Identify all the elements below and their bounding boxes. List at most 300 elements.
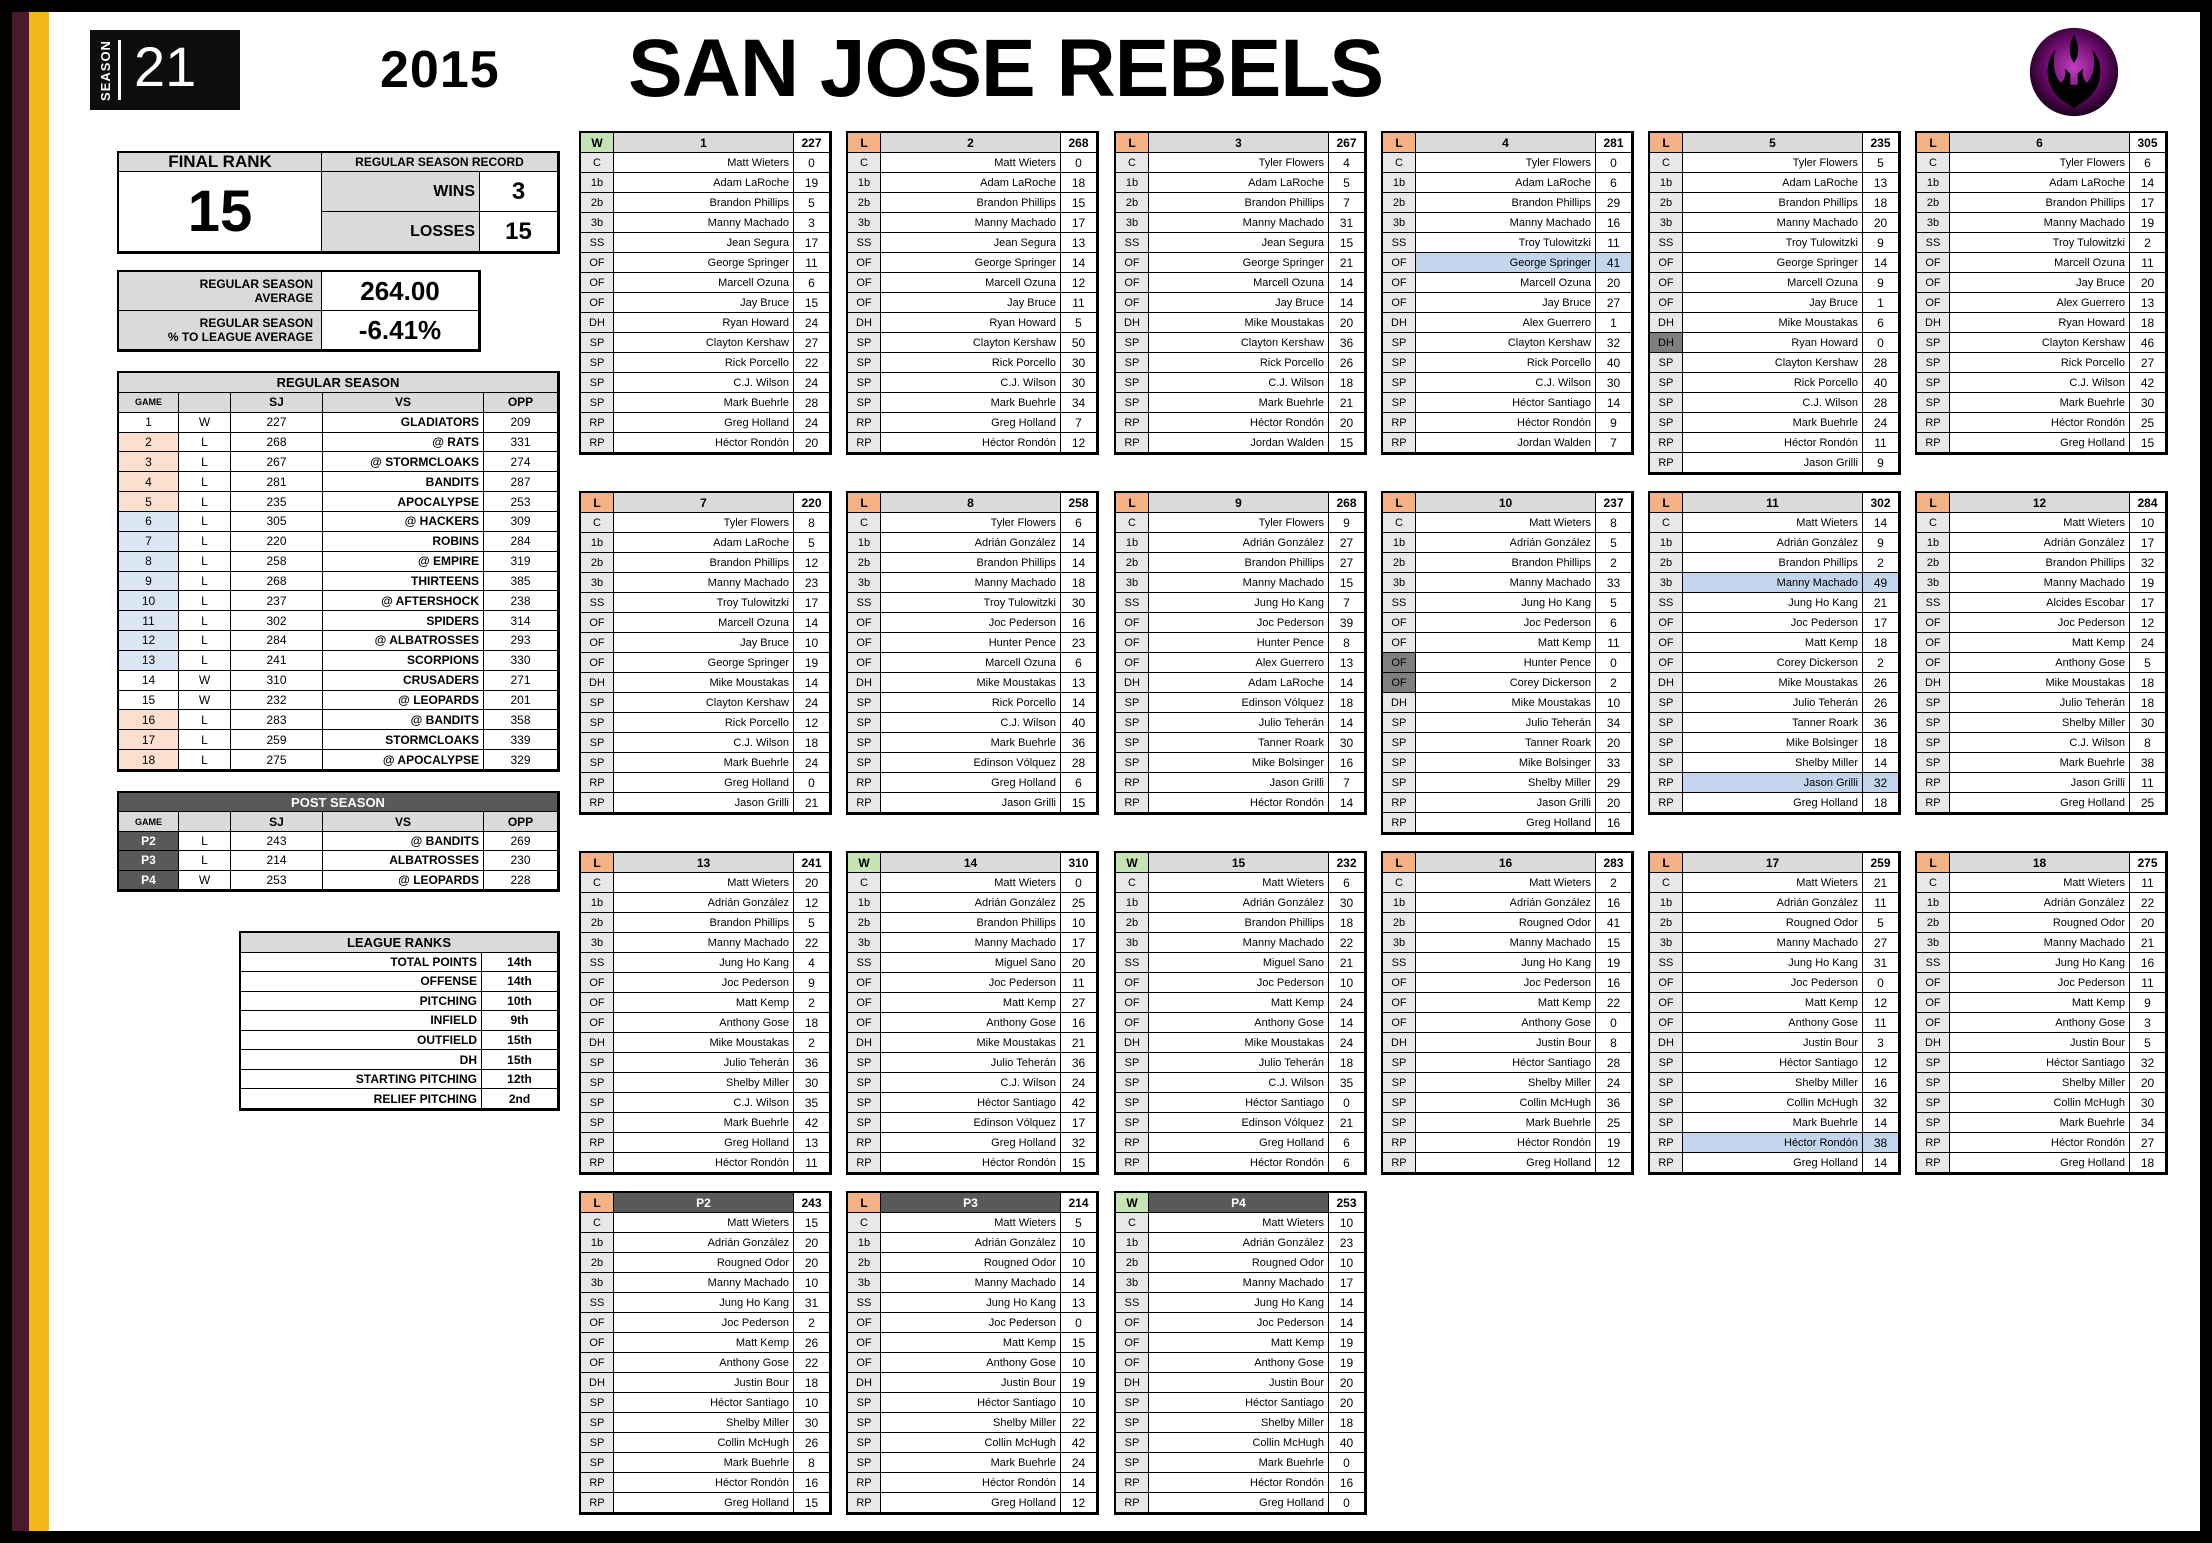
player-score: 0 xyxy=(1061,873,1097,893)
player-score: 30 xyxy=(1596,373,1632,393)
opp-score: 331 xyxy=(484,433,558,453)
player-name: Adrián González xyxy=(1416,533,1596,553)
player-score: 5 xyxy=(1596,533,1632,553)
player-name: Matt Wieters xyxy=(1950,513,2130,533)
game-result-badge: L xyxy=(581,493,614,513)
game-number: 11 xyxy=(119,611,179,631)
sj-score: 241 xyxy=(231,651,323,671)
player-name: Matt Kemp xyxy=(1416,993,1596,1013)
player-name: Anthony Gose xyxy=(1683,1013,1863,1033)
game-label: 13 xyxy=(614,853,794,873)
position: RP xyxy=(1917,1153,1950,1173)
player-score: 0 xyxy=(1061,1313,1097,1333)
player-name: Greg Holland xyxy=(1416,1153,1596,1173)
position: SP xyxy=(1917,733,1950,753)
position: SP xyxy=(1650,733,1683,753)
player-score: 22 xyxy=(794,1353,830,1373)
player-score: 30 xyxy=(2130,393,2166,413)
player-name: Manny Machado xyxy=(881,213,1061,233)
player-name: Adrián González xyxy=(1683,533,1863,553)
position: RP xyxy=(848,1473,881,1493)
player-score: 28 xyxy=(1863,393,1899,413)
player-name: Matt Wieters xyxy=(881,873,1061,893)
position: OF xyxy=(1116,1333,1149,1353)
position: 1b xyxy=(848,533,881,553)
player-name: Mark Buehrle xyxy=(1950,753,2130,773)
player-score: 14 xyxy=(1061,553,1097,573)
player-name: Greg Holland xyxy=(1950,1153,2130,1173)
position: 2b xyxy=(1650,913,1683,933)
position: DH xyxy=(1116,673,1149,693)
player-score: 19 xyxy=(794,173,830,193)
player-name: Edinson Vólquez xyxy=(1149,693,1329,713)
player-score: 27 xyxy=(2130,353,2166,373)
opponent: SCORPIONS xyxy=(323,651,484,671)
player-name: Justin Bour xyxy=(1683,1033,1863,1053)
opp-score: 287 xyxy=(484,472,558,492)
position: OF xyxy=(848,973,881,993)
player-score: 11 xyxy=(1596,633,1632,653)
position: SP xyxy=(1116,693,1149,713)
game-result: L xyxy=(179,492,231,512)
player-name: Brandon Phillips xyxy=(881,193,1061,213)
player-name: Adam LaRoche xyxy=(614,533,794,553)
position: SP xyxy=(581,713,614,733)
game-result-badge: W xyxy=(1116,1193,1149,1213)
game-result-badge: L xyxy=(581,1193,614,1213)
player-score: 9 xyxy=(1863,453,1899,473)
player-score: 14 xyxy=(1329,1313,1365,1333)
player-score: 32 xyxy=(1863,773,1899,793)
player-name: Manny Machado xyxy=(614,213,794,233)
position: DH xyxy=(1116,1373,1149,1393)
position: RP xyxy=(581,773,614,793)
opponent: ROBINS xyxy=(323,532,484,552)
player-name: Anthony Gose xyxy=(881,1013,1061,1033)
player-name: Joc Pederson xyxy=(1950,973,2130,993)
position: OF xyxy=(1383,673,1416,693)
player-score: 16 xyxy=(1596,813,1632,833)
player-score: 24 xyxy=(1061,1453,1097,1473)
opponent: APOCALYPSE xyxy=(323,492,484,512)
game-result: L xyxy=(179,651,231,671)
season-number: 21 xyxy=(134,35,197,98)
player-score: 8 xyxy=(1329,633,1365,653)
player-score: 30 xyxy=(1061,353,1097,373)
final-rank-label: FINAL RANK xyxy=(119,153,322,172)
player-score: 10 xyxy=(1061,1253,1097,1273)
player-score: 24 xyxy=(2130,633,2166,653)
player-name: Hunter Pence xyxy=(881,633,1061,653)
position: OF xyxy=(1116,273,1149,293)
player-name: Matt Wieters xyxy=(1149,1213,1329,1233)
player-score: 8 xyxy=(1596,1033,1632,1053)
player-name: Tanner Roark xyxy=(1149,733,1329,753)
player-score: 32 xyxy=(2130,1053,2166,1073)
player-name: Mark Buehrle xyxy=(1149,393,1329,413)
position: 2b xyxy=(848,913,881,933)
position: 3b xyxy=(1650,213,1683,233)
player-name: Clayton Kershaw xyxy=(1950,333,2130,353)
player-score: 26 xyxy=(1863,673,1899,693)
player-score: 16 xyxy=(1596,973,1632,993)
player-name: Mark Buehrle xyxy=(1950,1113,2130,1133)
position: SS xyxy=(1116,233,1149,253)
player-name: C.J. Wilson xyxy=(1950,733,2130,753)
player-score: 2 xyxy=(1863,653,1899,673)
player-name: Marcell Ozuna xyxy=(1416,273,1596,293)
rank-value: 12th xyxy=(482,1070,558,1090)
game-label: P3 xyxy=(881,1193,1061,1213)
player-name: Rougned Odor xyxy=(1683,913,1863,933)
player-score: 14 xyxy=(1596,393,1632,413)
player-score: 16 xyxy=(1061,1013,1097,1033)
position: SS xyxy=(1383,593,1416,613)
position: SS xyxy=(1116,1293,1149,1313)
player-score: 29 xyxy=(1596,193,1632,213)
player-name: Rougned Odor xyxy=(614,1253,794,1273)
position: OF xyxy=(1383,973,1416,993)
player-score: 13 xyxy=(1061,1293,1097,1313)
player-score: 15 xyxy=(1596,933,1632,953)
player-name: Adam LaRoche xyxy=(614,173,794,193)
position: SP xyxy=(848,353,881,373)
final-rank-table xyxy=(117,151,560,254)
game-result-badge: L xyxy=(1383,133,1416,153)
player-score: 42 xyxy=(794,1113,830,1133)
player-name: Troy Tulowitzki xyxy=(881,593,1061,613)
post-sj-score: 243 xyxy=(231,832,323,851)
game-label: P2 xyxy=(614,1193,794,1213)
rank-category: TOTAL POINTS xyxy=(241,953,482,973)
player-name: Joc Pederson xyxy=(1950,613,2130,633)
position: OF xyxy=(581,1353,614,1373)
position: SS xyxy=(1116,593,1149,613)
player-name: Alex Guerrero xyxy=(1950,293,2130,313)
rank-value: 15th xyxy=(482,1031,558,1051)
player-name: Tyler Flowers xyxy=(1149,513,1329,533)
position: C xyxy=(848,873,881,893)
position: SP xyxy=(848,1453,881,1473)
position: C xyxy=(1116,513,1149,533)
player-name: Matt Wieters xyxy=(1416,873,1596,893)
position: 2b xyxy=(848,193,881,213)
position: C xyxy=(1650,513,1683,533)
position: 2b xyxy=(1116,193,1149,213)
player-name: Rick Porcello xyxy=(1950,353,2130,373)
player-name: Tyler Flowers xyxy=(1683,153,1863,173)
player-name: Mark Buehrle xyxy=(1683,413,1863,433)
player-name: Tyler Flowers xyxy=(1950,153,2130,173)
position: SS xyxy=(1383,233,1416,253)
player-name: Ryan Howard xyxy=(1683,333,1863,353)
post-opp-score: 269 xyxy=(484,832,558,851)
player-score: 18 xyxy=(2130,693,2166,713)
player-score: 38 xyxy=(1863,1133,1899,1153)
position: OF xyxy=(1650,1013,1683,1033)
player-name: Greg Holland xyxy=(614,1493,794,1513)
player-score: 8 xyxy=(1596,513,1632,533)
game-label: 12 xyxy=(1950,493,2130,513)
player-name: Shelby Miller xyxy=(1149,1413,1329,1433)
player-name: Brandon Phillips xyxy=(1149,553,1329,573)
opp-score: 329 xyxy=(484,750,558,770)
sj-score: 258 xyxy=(231,552,323,572)
post-game-result: L xyxy=(179,851,231,870)
player-name: Manny Machado xyxy=(614,933,794,953)
game-label: 2 xyxy=(881,133,1061,153)
game-box xyxy=(1915,851,2168,1175)
player-score: 21 xyxy=(1329,393,1365,413)
post-opponent: @ BANDITS xyxy=(323,832,484,851)
player-name: Manny Machado xyxy=(881,933,1061,953)
position: C xyxy=(1917,513,1950,533)
game-box xyxy=(1915,131,2168,455)
player-name: Jung Ho Kang xyxy=(1416,593,1596,613)
player-name: Mike Moustakas xyxy=(614,1033,794,1053)
post-sj-score: 214 xyxy=(231,851,323,870)
player-name: Manny Machado xyxy=(1149,213,1329,233)
game-label: 11 xyxy=(1683,493,1863,513)
player-score: 11 xyxy=(794,253,830,273)
player-name: Brandon Phillips xyxy=(1416,193,1596,213)
position: OF xyxy=(1116,293,1149,313)
player-name: C.J. Wilson xyxy=(1149,1073,1329,1093)
position: RP xyxy=(1383,433,1416,453)
player-name: Marcell Ozuna xyxy=(881,653,1061,673)
opponent: @ LEOPARDS xyxy=(323,691,484,711)
player-name: Matt Kemp xyxy=(1149,1333,1329,1353)
player-score: 28 xyxy=(1596,1053,1632,1073)
position: 2b xyxy=(581,193,614,213)
player-score: 39 xyxy=(1329,613,1365,633)
game-total: 310 xyxy=(1061,853,1097,873)
player-name: Anthony Gose xyxy=(1950,653,2130,673)
player-name: Manny Machado xyxy=(1683,213,1863,233)
player-score: 13 xyxy=(1329,653,1365,673)
player-name: Troy Tulowitzki xyxy=(1950,233,2130,253)
position: OF xyxy=(1383,273,1416,293)
position: C xyxy=(848,1213,881,1233)
player-name: Greg Holland xyxy=(1416,813,1596,833)
sj-score: 310 xyxy=(231,671,323,691)
player-score: 19 xyxy=(2130,213,2166,233)
player-name: Mike Moustakas xyxy=(1149,313,1329,333)
player-name: Anthony Gose xyxy=(614,1013,794,1033)
game-number: 14 xyxy=(119,671,179,691)
game-number: 10 xyxy=(119,591,179,611)
player-score: 11 xyxy=(1863,1013,1899,1033)
header-blank xyxy=(179,393,231,413)
player-score: 30 xyxy=(794,1413,830,1433)
player-name: Miguel Sano xyxy=(881,953,1061,973)
position: SP xyxy=(1383,753,1416,773)
player-name: Adrián González xyxy=(1416,893,1596,913)
player-name: Matt Kemp xyxy=(881,1333,1061,1353)
player-name: Jason Grilli xyxy=(1683,453,1863,473)
player-score: 9 xyxy=(1596,413,1632,433)
position: RP xyxy=(581,433,614,453)
player-name: Ryan Howard xyxy=(614,313,794,333)
position: OF xyxy=(1650,273,1683,293)
position: RP xyxy=(1917,433,1950,453)
player-score: 6 xyxy=(2130,153,2166,173)
position: SP xyxy=(581,1053,614,1073)
position: SP xyxy=(581,393,614,413)
player-name: Matt Kemp xyxy=(1683,633,1863,653)
player-name: Greg Holland xyxy=(1683,793,1863,813)
position: 1b xyxy=(1383,533,1416,553)
player-score: 0 xyxy=(1329,1093,1365,1113)
game-result: L xyxy=(179,572,231,592)
player-score: 0 xyxy=(1596,653,1632,673)
position: RP xyxy=(1650,453,1683,473)
position: SS xyxy=(848,233,881,253)
position: SP xyxy=(1116,373,1149,393)
player-name: Collin McHugh xyxy=(1149,1433,1329,1453)
player-name: Corey Dickerson xyxy=(1683,653,1863,673)
position: 1b xyxy=(1650,533,1683,553)
game-result: L xyxy=(179,552,231,572)
player-name: Matt Kemp xyxy=(1950,633,2130,653)
player-name: Joc Pederson xyxy=(614,1313,794,1333)
position: DH xyxy=(581,673,614,693)
position: OF xyxy=(1650,293,1683,313)
player-score: 14 xyxy=(1863,753,1899,773)
position: RP xyxy=(848,793,881,813)
player-score: 40 xyxy=(1329,1433,1365,1453)
game-box xyxy=(1915,491,2168,815)
position: DH xyxy=(1116,313,1149,333)
player-score: 16 xyxy=(794,1473,830,1493)
position: OF xyxy=(1383,253,1416,273)
player-score: 36 xyxy=(1596,1093,1632,1113)
game-result-badge: L xyxy=(848,1193,881,1213)
position: DH xyxy=(1383,1033,1416,1053)
player-score: 19 xyxy=(2130,573,2166,593)
game-label: 17 xyxy=(1683,853,1863,873)
position: C xyxy=(1650,873,1683,893)
position: OF xyxy=(1917,613,1950,633)
player-name: Rick Porcello xyxy=(1149,353,1329,373)
player-name: Greg Holland xyxy=(881,1493,1061,1513)
opponent: GLADIATORS xyxy=(323,413,484,433)
position: SP xyxy=(581,1433,614,1453)
player-score: 2 xyxy=(1596,553,1632,573)
player-score: 14 xyxy=(1863,1113,1899,1133)
player-score: 21 xyxy=(1061,1033,1097,1053)
player-name: Ryan Howard xyxy=(881,313,1061,333)
position: SP xyxy=(1650,1073,1683,1093)
player-name: Manny Machado xyxy=(881,573,1061,593)
position: 1b xyxy=(1650,893,1683,913)
player-name: Mike Moustakas xyxy=(1683,313,1863,333)
position: SS xyxy=(1650,593,1683,613)
player-score: 21 xyxy=(2130,933,2166,953)
opponent: @ STORMCLOAKS xyxy=(323,452,484,472)
post-season-table xyxy=(117,791,560,892)
position: OF xyxy=(848,253,881,273)
position: C xyxy=(1116,153,1149,173)
position: 2b xyxy=(581,913,614,933)
position: OF xyxy=(1917,633,1950,653)
player-name: Matt Kemp xyxy=(1950,993,2130,1013)
player-name: Anthony Gose xyxy=(1149,1013,1329,1033)
player-score: 18 xyxy=(2130,1153,2166,1173)
position: C xyxy=(581,513,614,533)
position: RP xyxy=(1650,433,1683,453)
player-score: 18 xyxy=(1863,733,1899,753)
position: DH xyxy=(581,313,614,333)
player-name: Adrián González xyxy=(1149,533,1329,553)
player-name: Jung Ho Kang xyxy=(881,1293,1061,1313)
player-score: 6 xyxy=(794,273,830,293)
game-total: 235 xyxy=(1863,133,1899,153)
player-score: 18 xyxy=(794,733,830,753)
position: SP xyxy=(581,373,614,393)
player-name: Mark Buehrle xyxy=(881,733,1061,753)
position: 2b xyxy=(1650,193,1683,213)
position: SP xyxy=(1917,353,1950,373)
position: OF xyxy=(1116,993,1149,1013)
player-score: 14 xyxy=(1329,293,1365,313)
position: OF xyxy=(1116,653,1149,673)
rank-value: 15th xyxy=(482,1050,558,1070)
position: SP xyxy=(1383,1113,1416,1133)
player-score: 32 xyxy=(1596,333,1632,353)
player-name: Manny Machado xyxy=(614,1273,794,1293)
position: 3b xyxy=(1917,933,1950,953)
game-total: 281 xyxy=(1596,133,1632,153)
game-result: W xyxy=(179,413,231,433)
position: 3b xyxy=(1383,573,1416,593)
player-name: Justin Bour xyxy=(614,1373,794,1393)
player-score: 14 xyxy=(1061,693,1097,713)
player-score: 10 xyxy=(794,633,830,653)
player-score: 6 xyxy=(1329,1153,1365,1173)
sj-score: 283 xyxy=(231,710,323,730)
position: DH xyxy=(581,1373,614,1393)
position: OF xyxy=(1650,613,1683,633)
player-name: Matt Kemp xyxy=(1683,993,1863,1013)
player-name: Julio Teherán xyxy=(1950,693,2130,713)
post-game-number: P2 xyxy=(119,832,179,851)
player-name: Manny Machado xyxy=(1149,933,1329,953)
opp-score: 209 xyxy=(484,413,558,433)
player-score: 10 xyxy=(1061,1393,1097,1413)
game-total: 253 xyxy=(1329,1193,1365,1213)
player-score: 23 xyxy=(1061,633,1097,653)
opp-score: 314 xyxy=(484,611,558,631)
sj-score: 267 xyxy=(231,452,323,472)
player-name: Matt Wieters xyxy=(1149,873,1329,893)
player-name: Collin McHugh xyxy=(1416,1093,1596,1113)
sj-score: 281 xyxy=(231,472,323,492)
player-score: 2 xyxy=(1863,553,1899,573)
player-score: 10 xyxy=(794,1273,830,1293)
game-box xyxy=(846,1191,1099,1515)
post-opp-score: 230 xyxy=(484,851,558,870)
player-score: 38 xyxy=(2130,753,2166,773)
position: 2b xyxy=(1917,913,1950,933)
wins-label: WINS xyxy=(322,172,480,212)
position: DH xyxy=(581,1033,614,1053)
game-box xyxy=(579,1191,832,1515)
player-score: 29 xyxy=(1596,773,1632,793)
player-score: 40 xyxy=(1863,373,1899,393)
player-name: Jay Bruce xyxy=(1683,293,1863,313)
player-name: Brandon Phillips xyxy=(1683,553,1863,573)
